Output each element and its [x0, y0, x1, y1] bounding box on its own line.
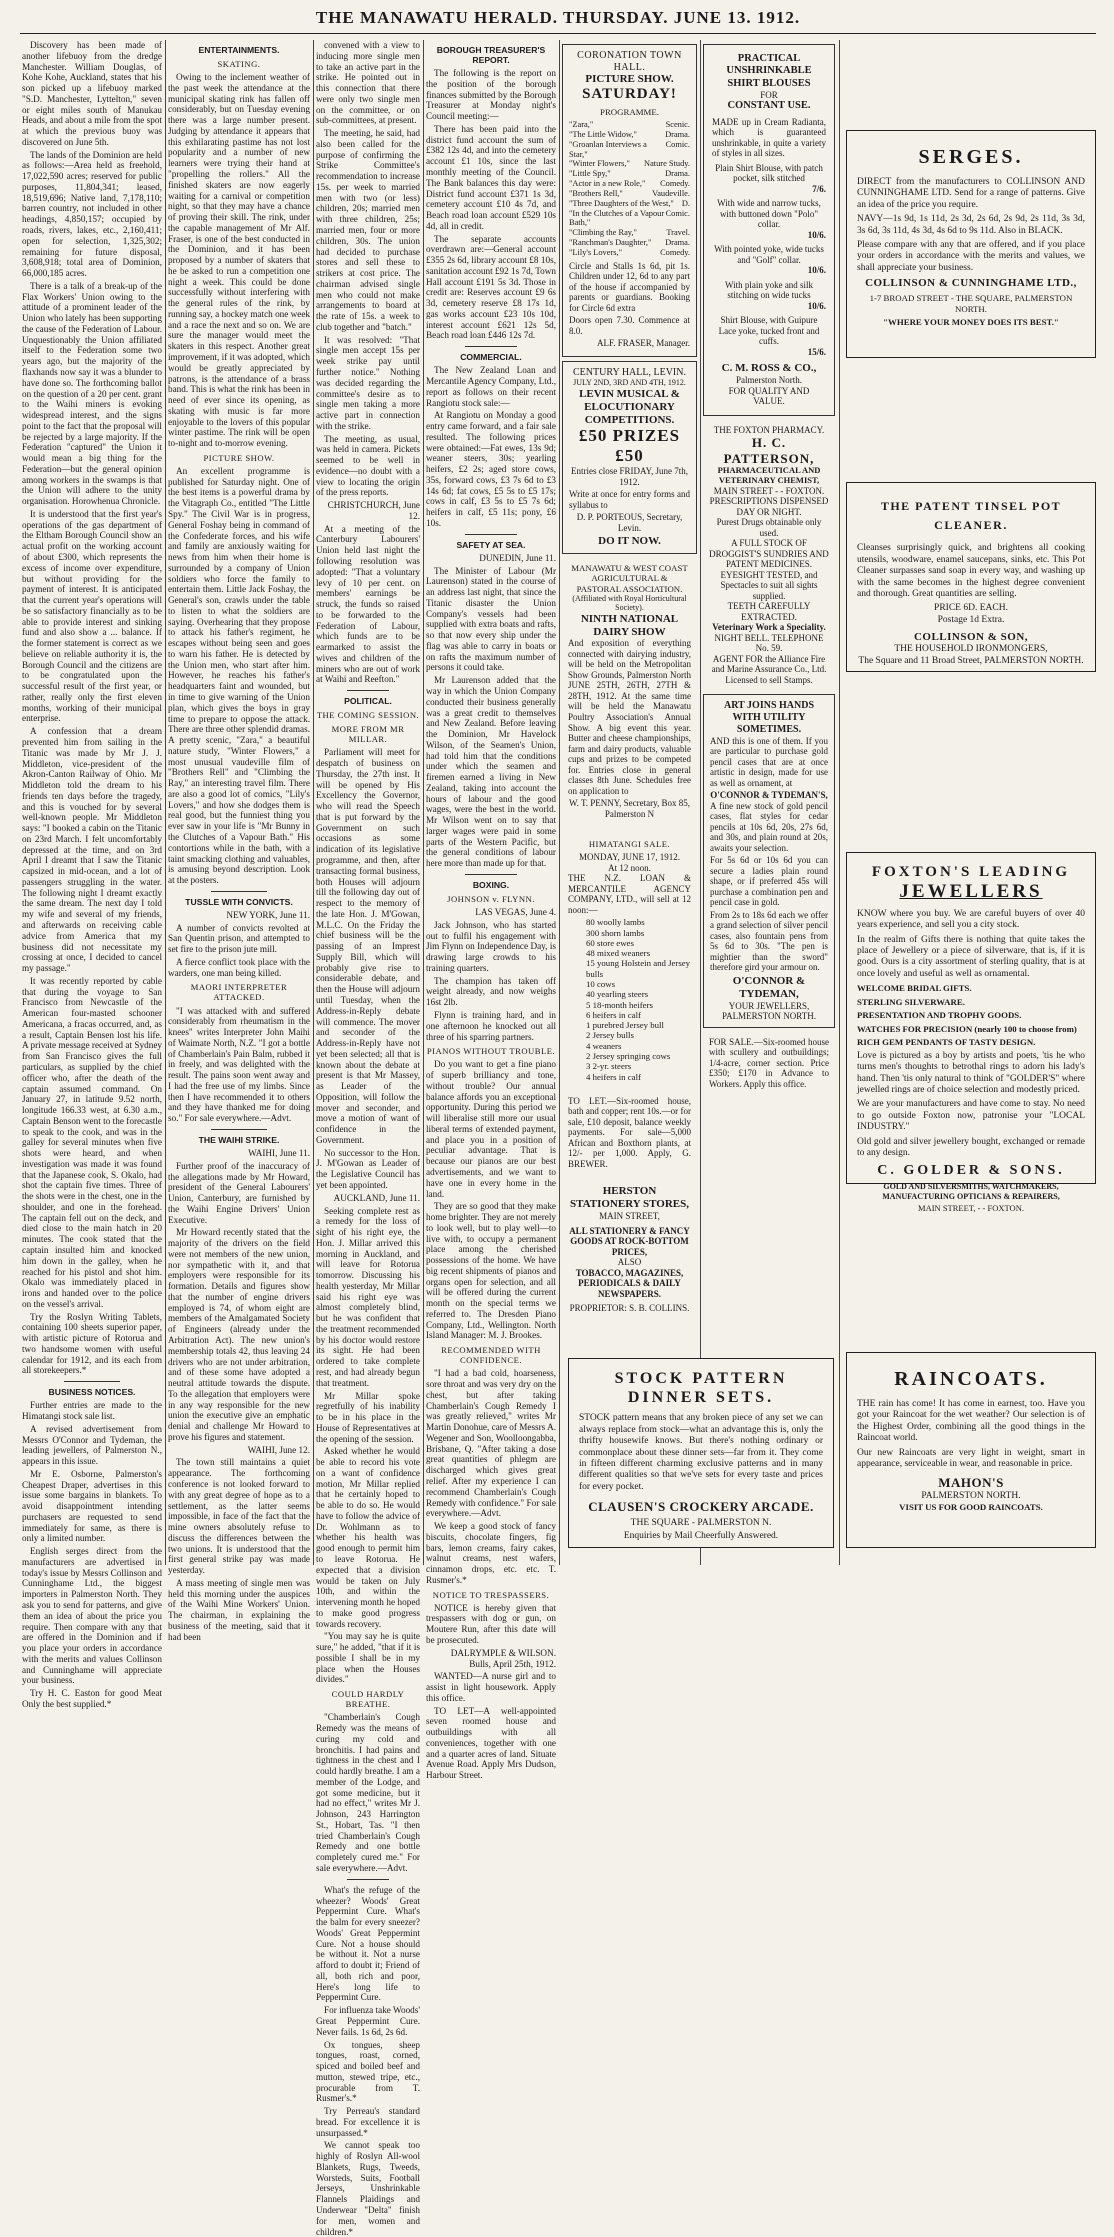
- ad-text: D. P. PORTEOUS, Secretary, Levin.: [576, 512, 683, 533]
- ad-heading: O'CONNOR &: [732, 974, 806, 987]
- ad-heading: PICTURE SHOW.: [585, 73, 674, 86]
- film-genre: Drama.: [665, 169, 690, 179]
- section-heading: POLITICAL.: [344, 696, 392, 707]
- section-heading: COMMERCIAL.: [460, 352, 522, 363]
- article-subheading: NOTICE TO TRESPASSERS.: [432, 1589, 550, 1600]
- article-paragraph: The New Zealand Loan and Mercantile Agency Company, Ltd., report as follows on their recent Rangiotu stock sale:—: [426, 365, 556, 408]
- ad-heading: CONSTANT USE.: [727, 100, 811, 112]
- film-genre: Comedy.: [660, 247, 690, 257]
- article-paragraph: "Chamberlain's Cough Remedy was the means of curing my cold and bronchitis. I had pains and tightness in the chest and I could hardly breathe. I am a member of the Lodge, and got some medicine, but it had no effect," writes Mr J. Johnson, 243 Harrington St., Hobart, Tas. "I then tried Chamberlain's Cough Remedy and one bottle completely cured me." For sale everywhere.—Advt.: [316, 1712, 420, 1874]
- ad-heading: CLAUSEN'S CROCKERY ARCADE.: [588, 1499, 814, 1515]
- dateline: LAS VEGAS, June 4.: [475, 907, 556, 918]
- ad-text: The Square and 11 Broad Street, PALMERSTON NORTH.: [858, 655, 1084, 666]
- article-paragraph: Asked whether he would be able to record his vote on a want of confidence motion, Mr Millar replied that he certainly hoped to be able to do so. He would have to follow the advice of Dr. Wohlmann as to whether his health was good enough to permit him to leave Rotorua. He expected that a division would be taken on July 10th, and within the intervening month he hoped to make good progress towards recovery.: [316, 1446, 420, 1629]
- ad-text: Old gold and silver jewellery bought, exchanged or remade to any design.: [857, 1136, 1085, 1158]
- himatangi-sale-ad: [562, 830, 697, 1087]
- article-paragraph: A revised advertisement from Messrs O'Connor and Tydeman, the leading jewellers, of Palmerston N., appears in this issue.: [22, 1423, 162, 1467]
- article-paragraph: "You may say he is quite sure," he added, "that if it is possible I shall be in my place when the Houses divides.": [316, 1631, 420, 1685]
- ad-text: YOUR JEWELLERS, PALMERSTON NORTH.: [722, 1000, 816, 1022]
- article-paragraph: No successor to the Hon. J. M'Gowan as Leader of the Legislative Council has yet been appointed.: [316, 1147, 420, 1190]
- film-title: "Brothers Rell,": [569, 188, 623, 198]
- blouse-description: With plain yoke and silk stitching on wide tucks: [724, 279, 814, 301]
- ad-text: ALSO: [617, 1257, 642, 1268]
- ad-text: ALF. FRASER, Manager.: [596, 338, 690, 349]
- stock-item: 2 Jersey springing cows: [586, 1050, 671, 1061]
- dateline: AUCKLAND, June 11.: [333, 1192, 420, 1203]
- ad-text: A FULL STOCK OF DROGGIST'S SUNDRIES AND PATENT MEDICINES.: [709, 538, 829, 570]
- article-paragraph: Jack Johnson, who has started out to fulfil his engagement with Jim Flynn on Independence Day, is drawing large crowds to his training quarters.: [426, 919, 556, 973]
- blouse-description: With pointed yoke, wide tucks and "Golf" collar.: [714, 244, 824, 265]
- divider: [64, 1381, 120, 1382]
- jewellery-item: WELCOME BRIDAL GIFTS.: [857, 983, 972, 994]
- stock-item: 300 shorn lambs: [586, 927, 645, 938]
- ad-text: JULY 2ND, 3RD AND 4TH, 1912.: [573, 378, 686, 388]
- stock-item: 2 Jersey bulls: [586, 1030, 634, 1041]
- stock-item: 80 woolly lambs: [586, 917, 645, 928]
- article-paragraph: At Rangiotu on Monday a good entry came forward, and a fair sale resulted. The following prices were obtained:—Fat ewes, 13s 9d; weaner steers, 30s; yearling heifers, £2 2s; aged store cows, 35s, forward cows, £3 7s 6d to £3 14s 6d; fat cows, £5 5s to £5 17s; cows in calf, £3 5s to £5 7s 6d; heifers in calf, £5 11s; pony, £6 10s.: [426, 410, 556, 528]
- jewel-list: [857, 983, 1085, 1048]
- ad-heading: SATURDAY!: [582, 86, 677, 103]
- article-paragraph: Mr E. Osborne, Palmerston's Cheapest Draper, advertises in this issue some bargains in blankets. To avoid disappointment intending purchasers are requested to send immediately for same, as there is only a limited number.: [22, 1468, 162, 1544]
- article-subheading: PIANOS WITHOUT TROUBLE.: [426, 1046, 556, 1057]
- divider: [465, 346, 517, 347]
- ad-subheading: PROGRAMME.: [600, 106, 659, 117]
- ad-text: TOBACCO, MAGAZINES, PERIODICALS & DAILY NEWSPAPERS.: [575, 1267, 684, 1299]
- divider: [347, 1879, 389, 1880]
- blouse-description: With wide and narrow tucks, with buttoned down "Polo" collar.: [717, 198, 821, 230]
- column-2: [168, 40, 311, 1642]
- stock-item: 6 heifers in calf: [586, 1009, 641, 1020]
- stock-list: [568, 917, 691, 1082]
- article-paragraph: Further entries are made to the Himatangi stock sale list.: [22, 1400, 162, 1421]
- column-rule: [839, 40, 840, 1565]
- article-paragraph: The meeting, as usual, was held in camera. Pickets seemed to be well in evidence—no doubt with a view to locating the origin of the press reports.: [316, 433, 420, 498]
- ad-heading: H. C. PATTERSON,: [723, 435, 815, 466]
- film-genre: Drama.: [665, 238, 690, 247]
- ad-text: NAVY—1s 9d, 1s 11d, 2s 3d, 2s 6d, 2s 9d, 2s 11d, 3s 3d, 3s 6d, 3s 11d, 4s 3d, 4s 6d to 9s 11d. Also in BLACK.: [857, 214, 1085, 236]
- article-subheading: RECOMMENDED WITH CONFIDENCE.: [441, 1345, 541, 1366]
- film-genre: Drama.: [665, 129, 690, 139]
- film-title: "Climbing the Ray,": [569, 228, 637, 238]
- ad-text: KNOW where you buy. We are careful buyers of over 40 years experience, and sell you a city stock.: [857, 908, 1085, 931]
- dateline: WAIHI, June 12.: [247, 1444, 310, 1455]
- ad-text: THE N.Z. LOAN & MERCANTILE AGENCY COMPANY, LTD., will sell at 12 noon:—: [568, 873, 691, 915]
- article-paragraph: There has been paid into the district fund account the sum of £382 12s 4d, and into the cemetery account £1 10s, since the last monthly meeting of the Council. The Bank balances this day were: District fund account £371 1s 3d, cemetery account £10 4s 7d, and Beach road loan account £529 10s 4d, all in credit.: [426, 123, 556, 231]
- ad-text: MADE up in Cream Radianta, which is guaranteed unshrinkable, in quite a variety of styles in all sizes.: [712, 116, 826, 159]
- jewellery-item: PRESENTATION AND TROPHY GOODS.: [857, 1010, 1022, 1021]
- stock-item: 1 purebred Jersey bull: [586, 1020, 664, 1031]
- ad-text: NIGHT BELL. TELEPHONE No. 59.: [714, 632, 824, 654]
- film-title: "Lily's Lovers,": [569, 247, 623, 257]
- ad-text: We are your manufacturers and have come to stay. No need to go outside Foxton now, patronise your "LOCAL INDUSTRY.": [857, 1099, 1085, 1133]
- ad-text: For 5s 6d or 10s 6d you can secure a ladies plain round shape, or if preferred 45s will purchase a combination pen and pencil case in gold.: [710, 855, 828, 908]
- article-paragraph: The following is the report on the position of the borough finances submitted by the Borough Treasurer at Monday night's Council meeting:—: [426, 68, 556, 122]
- ad-text: Veterinary Work a Speciality.: [712, 622, 826, 633]
- herston-stationery-ad: [562, 1180, 697, 1318]
- dateline: DUNEDIN, June 11.: [479, 552, 556, 563]
- stock-item: 48 mixed weaners: [586, 948, 651, 959]
- ad-heading: COLLINSON & SON,: [913, 631, 1029, 644]
- article-paragraph: Further proof of the inaccuracy of the allegations made by Mr Howard, president of the General Labourers' Union, Canterbury, are furnished by the Waihi Engine Drivers' Union Executive.: [168, 1160, 310, 1225]
- ad-heading: COLLINSON & CUNNINGHAME LTD.,: [865, 277, 1077, 290]
- art-utility-ad: [703, 694, 835, 1027]
- article-paragraph: It is understood that the first year's operations of the gas department of the Eltham Borough Council show an actual profit on the working account of about £300, which represents the excess of income over expenditure, but without providing for the payment of interest. It is anticipated that the current year's operations will be so satisfactory financially as to be able to provide interest and sinking fund and also show a ... balance. If the former statement is correct as we believe on reliable authority it is, the Borough Council and the citizens are to be congratulated upon the successful result of the first year, or rather, really only the first eleven months, working of their municipal enterprise.: [22, 508, 162, 724]
- ad-heading: CENTURY HALL, LEVIN.: [573, 366, 686, 378]
- film-row: [569, 209, 690, 229]
- serges-ad: [846, 130, 1096, 358]
- column-rule: [165, 40, 166, 1565]
- article-paragraph: It was recently reported by cable that during the voyage to San Francisco from Newcastle of the American four-masted schooner Americana, a fracas occurred, and, as a result, Captain Bensen lost his life. A private message received at Sydney from San Francisco gives the full particulars, as supplied by the chief officer who, after the death of the captain assumed command. On January 27, in latitude 9.52 north, longitude 166.33 west, at 6.30 a.m., Captain Benson went to the forecastle to speak to the cook, and was in the galley for several minutes when five shots were heard, and when investigation was made it was found that the Japanese cook, S. Okalo, had shot the captain five times. Three of the shots were in the chest, one in the shoulder, and one in the forehead. The captain fell out on the deck, and died close to the main hatch in 20 minutes. The cook stated that the captain insulted him and knocked him down in the galley, when he reached for his pistol and shot him. Okalo was immediately placed in irons and handed over to the police on the vessel's arrival.: [22, 975, 162, 1309]
- film-title: "Actor in a new Role,": [569, 179, 646, 189]
- article-paragraph: A mass meeting of single men was held this morning under the auspices of the Waihi Mine Workers' Union. The chairman, in explaining the business of the meeting, said that it had been: [168, 1577, 310, 1642]
- dateline: WAIHI, June 11.: [248, 1148, 310, 1158]
- article-paragraph: The lands of the Dominion are held as follows:—Area held as freehold, 17,022,590 acres; reserved for public purposes, 11,804,341; leased, 18,519,696; Native land, 7,178,110; barren country, not included in other headings, 4,850,157; occupied by roads, rivers, lakes, etc., 2,160,411; open for selection, 1,325,302; remaining for future disposal, 3,608,918; total area of Dominion, 66,000,185 acres.: [22, 149, 162, 279]
- article-paragraph: What's the refuge of the wheezer? Woods' Great Peppermint Cure. What's the balm for every sneezer? Woods' Great Peppermint Cure. Not a house should be without it. Not a nurse afford to doubt it; Friend of all, both rich and poor, Here's long life to Peppermint Cure.: [316, 1884, 420, 2003]
- ad-text: DIRECT from the manufacturers to COLLINSON AND CUNNINGHAME LTD. Send for a range of patterns. Give an idea of the price you require.: [857, 177, 1085, 210]
- ad-text: VISIT US FOR GOOD RAINCOATS.: [899, 1502, 1043, 1513]
- article-paragraph: Try H. C. Easton for good Meat Only the best supplied.*: [22, 1688, 162, 1709]
- stock-item: 3 2-yr. steers: [586, 1061, 632, 1072]
- raincoats-ad: [846, 1352, 1096, 1548]
- divider: [347, 690, 389, 691]
- ad-text: Enquiries by Mail Cheerfully Answered.: [623, 1531, 779, 1542]
- ad-heading: DO IT NOW.: [598, 535, 661, 548]
- article-paragraph: "I was attacked with and suffered considerably from rheumatism in the knees" writes Interpreter John Maihi of Waimate North, N.Z. "I got a bottle of Chamberlain's Pain Balm, rubbed it in freely, and was delighted with the result. The pains soon went away and I had the free use of my limbs. Since then I have recommended it to others and they have thanked me for doing so." For sale everywhere.—Advt.: [168, 1005, 310, 1124]
- coronation-hall-ad: [562, 44, 697, 357]
- ad-heading: LEVIN MUSICAL & ELOCUTIONARY COMPETITIONS.: [579, 387, 680, 426]
- ad-text: In the realm of Gifts there is nothing that quite takes the place of Jewellery or a piece of silverware, that is, if it is good. Ours is a city assortment of sterling quality, that is at once lovely and useful as well as ornamental.: [857, 934, 1085, 979]
- film-row: [569, 189, 690, 199]
- article-paragraph: Mr Howard recently stated that the majority of the drivers on the field were not members of the new union, nor sympathetic with it, and that employers were responsible for its formation. Details and figures show that the number of engine drivers employed is 74, of whom eight are members of the Amalgamated Society of Engineers (already under the Arbitration Act). The new union's membership totals 42, thus leaving 24 drivers who are not under arbitration, and of these some have adopted a neutral attitude towards the dispute. To the allegation that employers were in any way responsible for the new union the executive give an emphatic denial and challenge Mr Howard to prove his figures and statement.: [168, 1227, 310, 1442]
- stock-item: 15 young Holstein and Jersey bulls: [586, 958, 691, 979]
- column-4: [426, 40, 556, 1781]
- article-paragraph: We cannot speak too highly of Roslyn All-wool Blankets, Rugs, Tweeds, Worsteds, Suits, Football Jerseys, Unshrinkable Flannels Plaidings and Underwear "Delta" finish for men, women and children.*: [316, 2140, 420, 2237]
- article-paragraph: The town still maintains a quiet appearance. The forthcoming conference is not looked forward to with any great degree of hope as to a settlement, as the latter seems impossible, in face of the fact that the mine owners absolutely refuse to discuss the differences between the two unions. It is understood that the first general strike pay was made yesterday.: [168, 1457, 310, 1576]
- blouse-item: [712, 244, 826, 276]
- section-heading: SAFETY AT SEA.: [456, 539, 526, 550]
- ad-text: AND this is one of them. If you are particular to purchase gold pencil cases that are at once artistic in design, made for use as well as ornament, at: [710, 735, 828, 788]
- ad-heading: TYDEMAN,: [739, 987, 799, 1000]
- film-title: "Ranchman's Daughter,": [569, 238, 652, 247]
- article-paragraph: Owing to the inclement weather of the past week the attendance at the municipal skating rink has fallen off considerably, but on Tuesday evening there was a large number present. Judging by attendance it appears that this exhilarating pastime has not lost popularity and a number of new learners were trying their hand at "propelling the rollers." All the finished skaters are now eagerly waiting for a carnival or competition night, so that they may have a chance of proving their skill. The rink, under the capable management of Mr Alf. Fraser, is one of the best conducted in the Dominion, and it has been proposed by a number of skaters that he be asked to run a competition one night a week. This could be done successfully without interfering with the general rules of the rink, by running say, a hockey match one week and a race the next and so on. We are sure the manager would meet the skaters in this respect. Another great improvement, if it was adopted, which would be greatly appreciated by patrons, is the attendance of a brass band. This is what the rink has been in need of ever since its opening, as skating with music is far more enjoyable to the lovers of this popular winter pastime. The rink will be open to-night and to-morrow evening.: [168, 72, 311, 449]
- ad-heading: SERGES.: [918, 146, 1024, 168]
- film-title: "Three Daughters of the West,": [569, 198, 674, 208]
- ad-text: At 12 noon.: [608, 862, 651, 873]
- blouse-description: Plain Shirt Blouse, with patch pocket, silk stitched: [715, 162, 823, 184]
- film-row: [569, 228, 690, 238]
- section-heading: BUSINESS NOTICES.: [48, 1387, 136, 1398]
- ad-text: FOR: [760, 89, 778, 100]
- article-paragraph: At a meeting of the Canterbury Labourers' Union held last night the following resolution was adopted: "That a voluntary levy of 10 per cent. on members' earnings be struck, the funds so raised to be forwarded to the Federation of Labour, which funds are to be earmarked to assist the wives and children of the miners who are out of work at Waihi and Reefton.": [316, 523, 420, 685]
- article-paragraph: A confession that a dream prevented him from sailing in the Titanic was made by Mr J. J. Middleton, vice-president of the Akron-Canton Railway of Ohio. Mr Middleton told the dream to his friends ten days before the tragedy, and this is vouched for by several well-known people. Mr Middleton says: "I booked a cabin on the Titanic on 23rd March. I felt uncomfortably depressed at the time, and on 3rd April I dreamt that I saw the Titanic capsized in mid-ocean, and a lot of passengers struggling in the water. The following night I dreamt exactly the same dream. The next day I told my wife and several of my friends, and afterwards on receiving cable advice from America that my business did not necessitate my crossing at once, I decided to cancel my passage.": [22, 726, 162, 974]
- film-list: [569, 120, 690, 258]
- ad-heading: THE PATENT TINSEL POT CLEANER.: [880, 499, 1062, 533]
- blouse-item: [712, 163, 826, 195]
- for-sale-ad: [703, 1032, 835, 1097]
- article-paragraph: There is a talk of a break-up of the Flax Workers' Union owing to the attitude of a prominent leader of the Union who lately has been supporting the cause of the Federation of Labour. Unquestionably the Union affiliated itself to the Federation some two years ago, but the majority of the flaxhands now say it was a blunder to have done so. The forthcoming ballot on the question of a 20 per cent. grant to the Waihi miners is evoking widespread interest, and the signs point to the fact that the proposal will be rejected by a large majority. If the Federation "captured" the Union it would mean a big thing for the Federation—but the general opinion among workers in the swamps is that the Union will adhere to the unity organisation. Horowhenua Chronicle.: [22, 280, 162, 507]
- article-paragraph: An excellent programme is published for Saturday night. One of the best items is a powerful drama by the Vitagraph Co., entitled "The Little Spy." The Civil War is in progress, General Foshay being in command of the Confederate forces, and his wife and family are anxiously waiting for news from him when their home is surrounded by a company of Union soldiers who force the family to entertain them. Little Jack Foshay, the General's son, crawls under the table to listen to what the soldiers are saying. Overhearing that they propose to attack his father's regiment, he escapes without being seen and goes to warn his father. He is detected by the Union men, who start after him. However, he reaches his father's headquarters faint and wounded, but in time to give warning of the Union plan, which gives the boys in gray time to prepare to oppose the attack. There are three other splendid dramas. A pretty scenic, "Zara," a beautiful nature study, "Winter Flowers," a most unusual vaudeville film of "Brothers Rell" and "Climbing the Ray," an interesting travel film. There are also a good lot of comics, "Lily's Lovers," and how she dodges them is real good, but the funniest thing you ever saw in your life is "Mr Bunny in the Clutches of a Vapour Bath." His contortions while in the bath, with a taint smacking clothing and valuables, is amusing beyond description. Look at the posters.: [168, 465, 310, 886]
- film-genre: Comic.: [665, 139, 690, 149]
- film-row: [569, 179, 690, 189]
- ad-text: PRESCRIPTIONS DISPENSED DAY OR NIGHT.: [709, 496, 829, 517]
- film-row: [569, 159, 690, 169]
- ad-heading: C. GOLDER & SONS.: [877, 1163, 1065, 1179]
- ad-text: MAIN STREET,: [599, 1211, 660, 1222]
- column-1: [22, 40, 162, 1709]
- ad-text: Doors open 7.30. Commence at 8.0.: [569, 315, 690, 336]
- levin-competitions-ad: [562, 361, 697, 554]
- ad-text: (Affiliated with Royal Horticultural Society).: [572, 593, 687, 613]
- dinner-sets-ad: [568, 1358, 834, 1548]
- divider: [465, 534, 517, 535]
- ad-text: STOCK pattern means that any broken piece of any set we can always replace from stock—what an advantage this is, only the thrifty housewife knows. But there's nothing ordinary or commonplace about these dinner sets—far from it. They come in fifteen different charming exclusive patterns and in many different qualities so that we've sets for every taste and prices for every pocket.: [579, 1413, 823, 1492]
- section-heading: THE WAIHI STRIKE.: [198, 1134, 280, 1145]
- film-title: "The Little Widow,": [569, 129, 637, 139]
- article-paragraph: NOTICE is hereby given that trespassers with dog or gun, on Moutere Run, after this date will be prosecuted.: [426, 1602, 556, 1645]
- article-paragraph: Mr Laurenson added that the way in which the Union Company conducted their business generally was a great credit to themselves and New Zealand. Before leaving the Dominion, Mr Havelock Wilson, of the Seamen's Union, had told him that the conditions under which the seamen and firemen earned a living in New Zealand, taking into account the hours of labour and the good wages, were the best in the world. Mr Wilson went on to say that larger wages were paid in some parts of the Western Pacific, but the general conditions of labour here more than made up for that.: [426, 675, 556, 869]
- pharmacy-ad: [703, 420, 835, 691]
- to-let-ad: [562, 1091, 697, 1177]
- ad-text: Entries close FRIDAY, June 7th, 1912.: [571, 466, 688, 487]
- article-paragraph: English serges direct from the manufacturers are advertised in today's issue by Messrs Collinson and Cunninghame Ltd., the biggest importers in Palmerston North. They ask you to send for patterns, and give them an idea of about the price you require. Then compare with any that are offered in the Dominion and if you place your orders in accordance with the merits and values Collinson and Cunninghame will appreciate your business.: [22, 1546, 162, 1686]
- divider: [465, 874, 517, 875]
- stock-item: 40 yearling steers: [586, 989, 649, 1000]
- ad-heading: MANAWATU & WEST COAST AGRICULTURAL & PASTORAL ASSOCIATION.: [571, 563, 688, 594]
- dateline: NEW YORK, June 11.: [226, 909, 310, 920]
- film-row: [569, 238, 690, 248]
- stock-item: 10 cows: [586, 978, 616, 989]
- section-heading: TUSSLE WITH CONVICTS.: [185, 896, 293, 907]
- article-subheading: COULD HARDLY BREATHE.: [331, 1689, 405, 1710]
- film-genre: Nature Study.: [644, 159, 690, 169]
- ad-text: THE rain has come! It has come in earnest, too. Have you got your Raincoat for the wet weather? Our selection is of the Highest Order, combining all the good things in the Raincoat world.: [857, 1399, 1085, 1444]
- jewellery-item: RICH GEM PENDANTS OF TASTY DESIGN.: [857, 1037, 1036, 1048]
- blouse-price: 10/6.: [807, 229, 826, 240]
- film-row: [569, 169, 690, 179]
- section-heading: ENTERTAINMENTS.: [198, 45, 280, 55]
- ad-text: Circle and Stalls 1s 6d, pit 1s. Children under 12, 6d to any part of the house if accompanied by parents or guardians. Booking for Circle 6d extra: [569, 260, 690, 313]
- column-6: [703, 40, 835, 1347]
- jewellery-item: WATCHES FOR PRECISION (nearly 100 to choose from): [857, 1023, 1077, 1034]
- ad-text: ALL STATIONERY & FANCY GOODS AT ROCK-BOTTOM PRICES,: [569, 1225, 690, 1257]
- jewellers-ad: [846, 852, 1096, 1214]
- article-paragraph: convened with a view to inducing more single men to take an active part in the strike. He pointed out in this connection that there were only two single men on the committee, or on sub-committees, at present.: [316, 40, 420, 126]
- ad-text: And exposition of everything connected with dairying industry, will be held on the Metropolitan Show Grounds, Palmerston North JUNE 25TH, 26TH, 27TH & 28TH, 1912. At the same time will be held the Manawatu Poultry Association's Annual Show. A big event this year. Butter and cheese championships, farm and dairy products, valuable cups and prizes to be competed for. Entries close in general classes 8th June. Schedules free on application to: [568, 638, 691, 796]
- article-paragraph: The separate accounts overdrawn are:—General account £355 2s 6d, library account £8 10s, sanitation account £92 1s 7d, Town Hall account £191 5s 3d. Those in credit are: Reserves account £9 6s 3d, cemetery reserve £8 17s 1d, gas works account £23 10s 10d, interest account £621 12s 5d, Beach road loan £446 12s 7d.: [426, 233, 556, 341]
- ad-text: Please compare with any that are offered, and if you place your orders in accordance with the merits and values, we shall appreciate your business.: [857, 239, 1085, 273]
- ad-text: PALMERSTON NORTH.: [921, 1490, 1021, 1501]
- article-subheading: THE COMING SESSION.: [316, 710, 420, 721]
- column-rule: [559, 40, 560, 1565]
- ad-text: Cleanses surprisingly quick, and brightens all cooking utensils, woodware, enamel saucepans, sinks, etc. This Pot Cleaner surpasses sand soap in every way, and washing up with the same becomes in the highest degree convenient and thorough. Great quantities are selling.: [857, 543, 1085, 599]
- film-genre: Travel.: [666, 228, 690, 238]
- article-paragraph: Mr Millar spoke regretfully of his inability to be in his place in the House of Representatives at the opening of the session.: [316, 1390, 420, 1444]
- article-paragraph: TO LET—A well-appointed seven roomed house and outbuildings with all conveniences, together with one and a quarter acres of land. Situate Avenue Road. Apply Mrs Dudson, Harbour Street.: [426, 1705, 556, 1781]
- film-genre: Vaudeville.: [652, 188, 690, 198]
- film-title: "Little Spy,": [569, 169, 611, 179]
- column-5: [562, 40, 697, 1347]
- ad-text: W. T. PENNY, Secretary, Box 85, Palmerston N: [568, 798, 691, 819]
- dateline: CHRISTCHURCH, June 12.: [327, 500, 420, 521]
- ad-heading: MAHON'S: [938, 1475, 1004, 1491]
- ad-text: O'CONNOR & TYDEMAN'S,: [710, 790, 828, 801]
- ad-text: 1-7 BROAD STREET - THE SQUARE, PALMERSTON NORTH.: [869, 293, 1073, 314]
- ad-heading: FOXTON'S LEADING: [871, 864, 1071, 880]
- ad-text: TEETH CAREFULLY EXTRACTED.: [727, 601, 811, 622]
- ad-heading: ART JOINS HANDS WITH UTILITY SOMETIMES.: [723, 700, 815, 735]
- article-paragraph: The champion has taken off weight already, and now weighs 16st 2lb.: [426, 975, 556, 1008]
- ad-text: A fine new stock of gold pencil cases, flat styles for cedar pencils at 10s 6d, 20s, 27s 6d, and 30s, and plain round at 20s, awaits your selection.: [710, 800, 828, 853]
- ad-text: PRICE 6D. EACH.: [934, 603, 1008, 614]
- ad-heading: RAINCOATS.: [894, 1368, 1048, 1390]
- article-subheading: MAORI INTERPRETER ATTACKED.: [190, 982, 288, 1003]
- blouse-price: 10/6.: [807, 265, 826, 276]
- ad-text: THE HOUSEHOLD IRONMONGERS,: [894, 644, 1048, 655]
- ad-text: Licensed to sell Stamps.: [725, 674, 813, 685]
- ad-heading: HIMATANGI SALE.: [588, 839, 671, 850]
- section-heading: BOROUGH TREASURER'S REPORT.: [436, 45, 546, 66]
- ad-heading: PRACTICAL UNSHRINKABLE SHIRT BLOUSES: [726, 53, 812, 89]
- blouse-price: 15/6.: [807, 346, 826, 357]
- article-paragraph: We keep a good stock of fancy biscuits, chocolate fingers, fig bars, lemon creams, fairy cakes, walnut creams, nest wafers, cinnamon drops, etc. etc. T. Rusmer's.*: [426, 1521, 556, 1585]
- ad-text: THE SQUARE - PALMERSTON N.: [630, 1517, 772, 1528]
- ad-text: "WHERE YOUR MONEY DOES ITS BEST.": [883, 317, 1059, 328]
- divider: [211, 1129, 268, 1130]
- article-paragraph: Try Perreau's standard bread. For excellence it is unsurpassed.*: [316, 2106, 420, 2138]
- article-paragraph: The meeting, he said, had also been called for the purpose of confirming the Strike Committee's recommendation to increase 15s. per week to married men with two (or less) children, 20s; married men with three children, 25s; married men, four or more children, 30s. The union had decided to purchase stores and sell these to strikers at cost price. The chairman advised single men who could not make arrangements to board at the rate of 15s. a week to club together and "batch.": [316, 128, 420, 332]
- ad-text: MAIN STREET - - FOXTON.: [713, 485, 825, 496]
- article-paragraph: Seeking complete rest as a remedy for the loss of sight of his right eye, the Hon. J. Millar arrived this morning in Auckland, and will leave for Rotorua tomorrow. Discussing his health yesterday, Mr Millar said his right eye was almost completely blind, but he was confident that the treatment recommended by his doctor would restore its sight. He had been ordered to take complete rest, and had already begun that treatment.: [316, 1205, 420, 1388]
- ad-text: Love is pictured as a boy by artists and poets, 'tis he who turns men's thoughts to betrothal rings to adorn his lady's hand. Then 'tis only natural to think of "GOLDER'S" where jewelled rings are of choice selection and modestly priced.: [857, 1050, 1085, 1096]
- film-genre: Comedy.: [660, 179, 690, 189]
- blouse-list: [712, 163, 826, 358]
- article-paragraph: Parliament will meet for despatch of business on Thursday, the 27th inst. It will be opened by His Excellency the Governor, who will read the Speech that is put forward by the Government on such occasions as some indication of its legislative programme, and then, after transacting formal business, both Houses will adjourn till the following day out of respect to the memory of the late Hon. J. M'Gowan, M.L.C. On the Friday the chief business will be the passing of an Imprest Supply Bill, which will probably give rise to considerable debate, and then the House will adjourn until Tuesday, when the Address-in-Reply debate will commence. The mover and seconder of the Address-in-Reply have not yet been selected; all that is known about the debate at present is that Mr Massey, as Leader of the Opposition, will follow the mover and seconder, and move a motion of want of confidence in the Government.: [316, 747, 420, 1145]
- stock-item: 4 weaners: [586, 1040, 622, 1051]
- blouse-price: 7/6.: [812, 183, 826, 194]
- blouse-description: Shirt Blouse, with Guipure Lace yoke, tucked front and cuffs.: [718, 315, 820, 347]
- ad-heading: £50 PRIZES £50: [578, 426, 681, 466]
- article-paragraph: It was resolved: "That single men accept 15s per week strike pay until further notice." Nothing was decided regarding the committee's desire as to single men taking a more active part in connection with the strike.: [316, 334, 420, 431]
- column-rule: [700, 40, 701, 1565]
- blouse-item: [712, 280, 826, 312]
- article-subheading: JOHNSON v. FLYNN.: [447, 894, 535, 905]
- article-subheading: SKATING.: [217, 59, 261, 70]
- ad-text: Purest Drugs obtainable only used.: [716, 517, 822, 538]
- film-title: "In the Clutches of a Vapour Bath,": [569, 208, 665, 228]
- article-paragraph: A number of convicts revolted at San Quentin prison, and attempted to set fire to the prison jute mill.: [168, 922, 310, 955]
- article-paragraph: "I had a bad cold, hoarseness, sore throat and was very dry on the chest, but after taking Chamberlain's Cough Remedy I was greatly relieved," writes Mr Martin Donohue, care of Messrs A. Wegener and Son, Woolloongabba, Brisbane, Q. "After taking a dose great quantities of phlegm are discharged which gives great relief. After my experience I can recommend Chamberlain's Cough Remedy with confidence." For sale everywhere.—Advt.: [426, 1368, 556, 1519]
- ad-text: MAIN STREET, - - FOXTON.: [918, 1203, 1024, 1214]
- article-paragraph: Flynn is training hard, and in one afternoon he knocked out all three of his sparring partners.: [426, 1010, 556, 1042]
- ad-text: Write at once for entry forms and syllabus to: [569, 489, 690, 510]
- stock-item: 60 store ewes: [586, 937, 634, 948]
- film-row: [569, 140, 690, 160]
- article-paragraph: Discovery has been made of another lifebuoy from the dredge Manchester. William Douglas, of Kohe Kohe, Auckland, states that his son picked up a lifebuoy marked "S.D. Manchester, Lyttelton," seven or eight miles south of Manukau Heads, and about a mile from the spot at which the previous buoy was discovered on June 5th.: [22, 40, 162, 147]
- ad-heading: STOCK PATTERN DINNER SETS.: [614, 1370, 788, 1407]
- film-genre: Scenic.: [665, 120, 690, 130]
- film-row: [569, 120, 690, 130]
- ad-heading: C. M. ROSS & CO.,: [721, 362, 817, 375]
- film-title: "Winter Flowers,": [569, 159, 630, 169]
- film-title: "Zara,": [569, 120, 594, 130]
- ad-text: From 2s to 18s 6d each we offer a grand selection of silver pencil cases, also fountain pens from 5s 6d to 30s. "The pen is mightier than the sword" therefore gird your armour on.: [710, 909, 828, 973]
- film-genre: Comic.: [665, 208, 690, 218]
- ad-heading: THE FOXTON PHARMACY.: [713, 424, 825, 435]
- ad-text: GOLD AND SILVERSMITHS, WATCHMAKERS, MANUFACTURING OPTICIANS & REPAIRERS,: [882, 1182, 1060, 1201]
- ad-text: PROPRIETOR: S. B. COLLINS.: [569, 1303, 690, 1314]
- ad-heading: CORONATION TOWN HALL.: [577, 50, 682, 73]
- column-rule: [423, 40, 424, 1565]
- column-rule: [313, 40, 314, 1565]
- ad-heading: NINTH NATIONAL DAIRY SHOW: [580, 612, 679, 638]
- film-row: [569, 199, 690, 209]
- article-paragraph: DALRYMPLE & WILSON. Bulls, April 25th, 1912.: [450, 1647, 556, 1669]
- article-paragraph: Do you want to get a fine piano of superb brilliancy and tone, without trouble? Our annual balance affords you an exceptional opportunity. During this period we will liberalise still more our usual liberal terms of extended payment, and place you in a position of peculiar advantage. That is because our pianos are our best advertisements, and we want to have one in every home in the land.: [426, 1059, 556, 1199]
- dairy-show-ad: [562, 558, 697, 826]
- article-subheading: MORE FROM MR MILLAR.: [331, 724, 405, 745]
- article-paragraph: Ox tongues, sheep tongues, roast, corned, spiced and boiled beef and mutton, stewed tripe, etc., procurable from T. Rusmer's.*: [316, 2039, 420, 2104]
- masthead: THE MANAWATU HERALD. THURSDAY. JUNE 13. 1912.: [20, 8, 1096, 34]
- article-paragraph: Try the Roslyn Writing Tablets, containing 100 sheets superior paper, with artistic picture of Rotorua and two handsome women with useful calendar for 1912, and its each from all storekeepers.*: [22, 1311, 162, 1376]
- ad-text: Palmerston North.: [736, 375, 802, 386]
- article-subheading: PICTURE SHOW.: [203, 452, 275, 463]
- film-genre: D.: [681, 198, 690, 208]
- article-paragraph: A fierce conflict took place with the warders, one man being killed.: [168, 956, 310, 978]
- ad-text: EYESIGHT TESTED, and Spectacles to suit all sights supplied.: [720, 569, 818, 601]
- article-paragraph: The Minister of Labour (Mr Laurenson) stated in the course of an address last night, that since the Titanic disaster the Union Company's vessels had been supplied with extra boats and rafts, so that now every ship under the flag was able to carry in boats or on rafts the maximum number of persons it could take.: [426, 565, 556, 673]
- section-heading: BOXING.: [472, 880, 510, 891]
- ad-text: TO LET.—Six-roomed house, bath and copper; rent 10s.—or for sale, £10 deposit, balance weekly payments. For sale—5,000 African and Boxthorn plants, at 12/- per 1,000. Apply, G. BREWER.: [568, 1095, 691, 1169]
- tinsel-cleaner-ad: [846, 482, 1096, 672]
- shirt-blouses-ad: [703, 44, 835, 416]
- stock-item: 5 18-month heifers: [586, 999, 653, 1010]
- stock-item: 4 heifers in calf: [586, 1071, 641, 1082]
- blouse-price: 10/6.: [807, 300, 826, 311]
- ad-heading: HERSTON STATIONERY STORES,: [569, 1185, 690, 1211]
- film-row: [569, 130, 690, 140]
- article-paragraph: They are so good that they make home brighter. They are not merely to look well, but to play well—to live with, to occupy a permanent place among the cherished possessions of the home. We have big recent shipments of pianos and organs open for selection, and all will be offered during the current month on the special terms we referred to. The Dresden Piano Company, Ltd., Wellington. North Island Manager: M. J. Brookes.: [426, 1201, 556, 1341]
- jewellery-item: STERLING SILVERWARE.: [857, 996, 965, 1007]
- ad-text: FOR SALE.—Six-roomed house with scullery and outbuildings; 1/4-acre, corner section. Price £350; £170 in Advance to Workers. Apply this office.: [709, 1036, 829, 1089]
- ad-text: MONDAY, JUNE 17, 1912.: [578, 852, 680, 863]
- blouse-item: [712, 315, 826, 357]
- ad-heading: JEWELLERS: [899, 881, 1043, 902]
- ad-text: Our new Raincoats are very light in weight, smart in appearance, serviceable in wear, and reasonable in price.: [857, 1447, 1085, 1469]
- article-paragraph: WANTED—A nurse girl and to assist in light housework. Apply this office.: [426, 1671, 556, 1703]
- film-title: "Groanlan Interviews a Star,": [569, 139, 647, 159]
- article-paragraph: For influenza take Woods' Great Peppermint Cure. Never fails. 1s 6d, 2s 6d.: [316, 2005, 420, 2037]
- film-row: [569, 248, 690, 258]
- ad-text: AGENT FOR the Alliance Fire and Marine Assurance Co., Ltd.: [711, 653, 827, 675]
- ad-text: FOR QUALITY AND VALUE.: [728, 385, 810, 407]
- ad-text: Postage 1d Extra.: [937, 614, 1005, 625]
- ad-text: PHARMACEUTICAL AND VETERINARY CHEMIST,: [717, 464, 821, 485]
- divider: [211, 891, 268, 892]
- blouse-item: [712, 198, 826, 240]
- column-3: [316, 40, 420, 2237]
